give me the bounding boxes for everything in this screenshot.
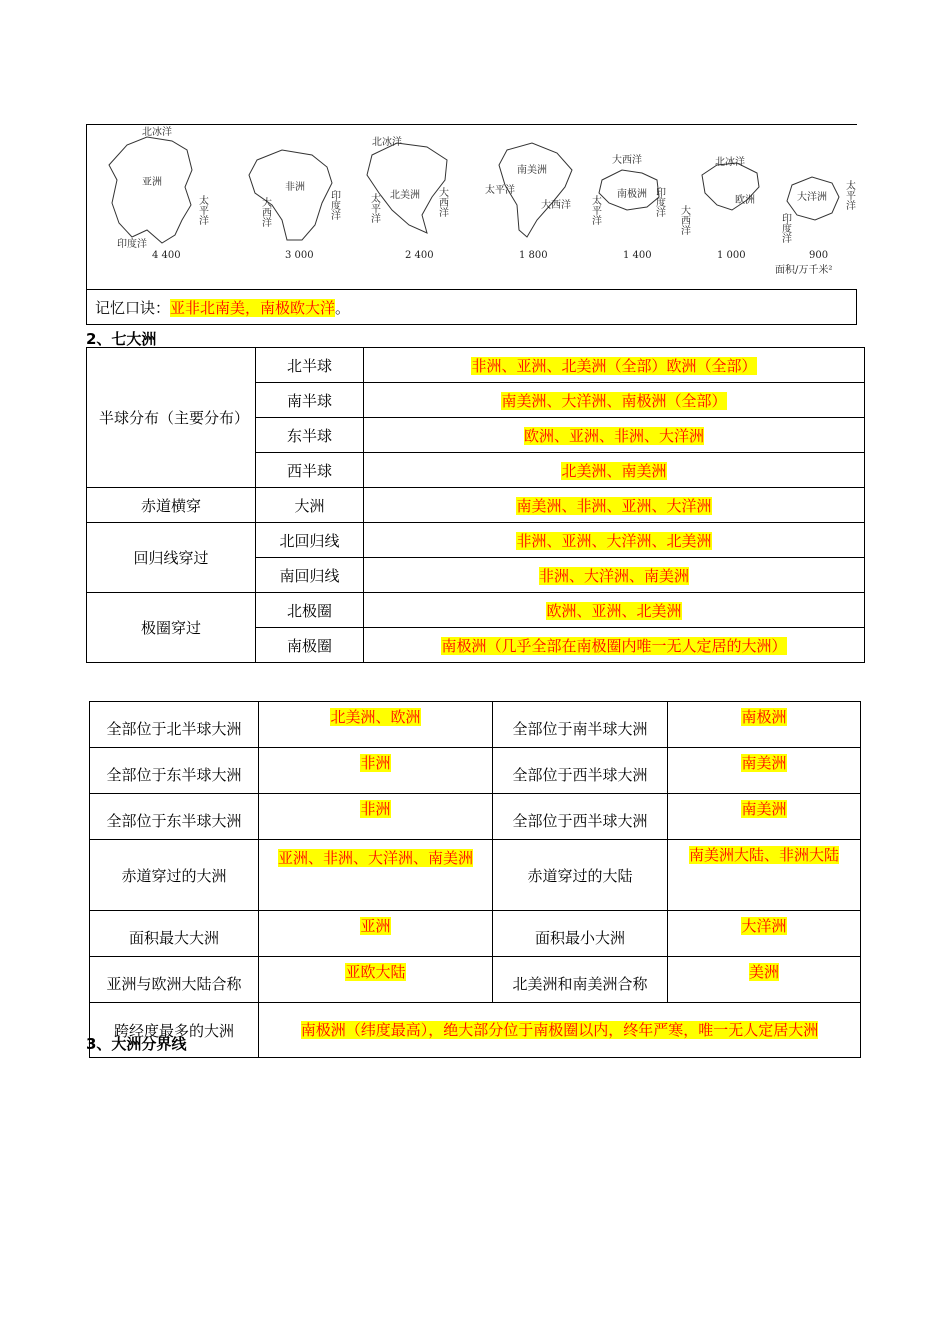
an-area: 1 400: [623, 250, 652, 261]
tropic-north-value: 非洲、亚洲、大洋洲、北美洲: [516, 531, 712, 550]
north-hemisphere-label: 北半球: [256, 348, 364, 383]
asia-ocean-1: 北冰洋: [142, 127, 172, 138]
eu-area: 1 000: [717, 250, 746, 261]
r4-value-1: 亚洲、非洲、大洋洲、南美洲: [277, 849, 473, 867]
map-north-america: [367, 135, 449, 261]
table-row: [90, 1003, 861, 1058]
tropic-label: 回归线穿过: [87, 523, 256, 593]
equator-label: 赤道横穿: [87, 488, 256, 523]
africa-ocean-2: 印度洋: [328, 190, 340, 220]
south-hemisphere-value: 南美洲、大洋洲、南极洲（全部）: [501, 391, 727, 410]
table-row: [87, 523, 865, 558]
na-area: 2 400: [405, 250, 434, 261]
asia-ocean-2: 太平洋: [196, 195, 208, 225]
r5-value-2: 大洋洲: [741, 917, 787, 935]
r1-label-2: 全部位于南半球大洲: [493, 702, 668, 748]
mnemonic-line: [95, 297, 350, 318]
hemisphere-label: 半球分布（主要分布）: [87, 348, 256, 488]
table-row: [87, 593, 865, 628]
na-ocean-2: 太平洋: [368, 193, 380, 223]
r6-value-2: 美洲: [748, 963, 779, 981]
r3-value-2: 南美洲: [741, 800, 787, 818]
r7-value-1: 南极洲（纬度最高），绝大部分位于南极圈以内，终年严寒，唯一无人定居大洲: [300, 1021, 819, 1039]
oc-ocean-1: 印度洋: [779, 213, 791, 243]
table-row: [90, 911, 861, 957]
r4-value-2: 南美洲大陆、非洲大陆: [688, 846, 839, 864]
map-south-america: [485, 143, 572, 261]
continent-maps: [87, 125, 857, 287]
tropic-south-label: 南回归线: [256, 558, 364, 593]
continent-figure-box: [86, 124, 857, 325]
mnemonic-end: 。: [335, 299, 351, 317]
r4-label-2: 赤道穿过的大陆: [493, 840, 668, 911]
continent-facts-table: [89, 701, 861, 1058]
r6-label-1: 亚洲与欧洲大陆合称: [90, 957, 259, 1003]
map-europe: [679, 155, 760, 261]
table-row: [90, 794, 861, 840]
section-3-title: 3、大洲分界线: [86, 1035, 187, 1053]
map-oceania: [780, 177, 856, 261]
r4-label-1: 赤道穿过的大洲: [90, 840, 259, 911]
eu-ocean-1: 北冰洋: [715, 157, 745, 168]
area-unit-label: 面积/万千米²: [775, 265, 833, 276]
arctic-circle-value: 欧洲、亚洲、北美洲: [546, 601, 682, 620]
an-name: 南极洲: [617, 189, 647, 200]
antarctic-circle-label: 南极圈: [256, 628, 364, 663]
oc-ocean-2: 太平洋: [843, 180, 855, 210]
r2-label-1: 全部位于东半球大洲: [90, 748, 259, 794]
r5-label-2: 面积最小大洲: [493, 911, 668, 957]
r3-label-1: 全部位于东半球大洲: [90, 794, 259, 840]
tropic-north-label: 北回归线: [256, 523, 364, 558]
figure-divider: [87, 289, 857, 290]
equator-value: 南美洲、非洲、亚洲、大洋洲: [516, 496, 712, 515]
r5-value-1: 亚洲: [360, 917, 391, 935]
map-asia: [109, 125, 209, 261]
sa-ocean-1: 太平洋: [485, 185, 515, 196]
oc-area: 900: [809, 250, 829, 261]
mnemonic-label: 记忆口诀：: [95, 299, 171, 317]
r3-label-2: 全部位于西半球大洲: [493, 794, 668, 840]
table-row: [90, 702, 861, 748]
asia-ocean-3: 印度洋: [117, 239, 147, 250]
table-row: [87, 488, 865, 523]
r3-value-1: 非洲: [360, 800, 391, 818]
r1-label-1: 全部位于北半球大洲: [90, 702, 259, 748]
map-antarctica: [590, 153, 666, 261]
sa-area: 1 800: [519, 250, 548, 261]
table-row: [90, 957, 861, 1003]
west-hemisphere-label: 西半球: [256, 453, 364, 488]
an-ocean-2: 太平洋: [589, 195, 601, 225]
south-hemisphere-label: 南半球: [256, 383, 364, 418]
r2-label-2: 全部位于西半球大洲: [493, 748, 668, 794]
east-hemisphere-value: 欧洲、亚洲、非洲、大洋洲: [523, 426, 704, 445]
r6-label-2: 北美洲和南美洲合称: [493, 957, 668, 1003]
east-hemisphere-label: 东半球: [256, 418, 364, 453]
map-africa: [249, 150, 341, 261]
na-name: 北美洲: [390, 190, 420, 201]
equator-sub-label: 大洲: [256, 488, 364, 523]
asia-name: 亚洲: [142, 177, 162, 188]
r1-value-1: 北美洲、欧洲: [330, 708, 421, 726]
r6-value-1: 亚欧大陆: [345, 963, 406, 981]
na-ocean-3: 大西洋: [436, 187, 448, 217]
oc-name: 大洋洲: [797, 192, 827, 203]
north-hemisphere-value: 非洲、亚洲、北美洲（全部）欧洲（全部）: [471, 356, 757, 375]
west-hemisphere-value: 北美洲、南美洲: [561, 461, 667, 480]
africa-name: 非洲: [285, 182, 305, 193]
continent-distribution-table: [86, 347, 865, 663]
an-ocean-1: 大西洋: [612, 155, 642, 166]
table-row: [87, 348, 865, 383]
eu-ocean-2: 大西洋: [678, 205, 690, 235]
mnemonic-value: 亚非北南美，南极欧大洋: [170, 299, 336, 317]
figure-right-border: [856, 289, 857, 324]
r2-value-2: 南美洲: [741, 754, 787, 772]
tropic-south-value: 非洲、大洋洲、南美洲: [538, 566, 689, 585]
africa-ocean-1: 大西洋: [259, 197, 271, 227]
polar-label: 极圈穿过: [87, 593, 256, 663]
table-row: [90, 748, 861, 794]
na-ocean-1: 北冰洋: [372, 137, 402, 148]
r5-label-1: 面积最大大洲: [90, 911, 259, 957]
asia-area: 4 400: [152, 250, 181, 261]
table-row: [90, 840, 861, 911]
africa-area: 3 000: [285, 250, 314, 261]
sa-ocean-2: 大西洋: [541, 200, 571, 211]
section-2-title: 2、七大洲: [86, 330, 157, 348]
r1-value-2: 南极洲: [741, 708, 787, 726]
r7-label-1: 跨经度最多的大洲: [90, 1003, 259, 1058]
r2-value-1: 非洲: [360, 754, 391, 772]
an-ocean-3: 印度洋: [653, 187, 665, 217]
eu-name: 欧洲: [735, 195, 755, 206]
arctic-circle-label: 北极圈: [256, 593, 364, 628]
antarctic-circle-value: 南极洲（几乎全部在南极圈内唯一无人定居的大洲）: [441, 636, 787, 655]
sa-name: 南美洲: [517, 165, 547, 176]
